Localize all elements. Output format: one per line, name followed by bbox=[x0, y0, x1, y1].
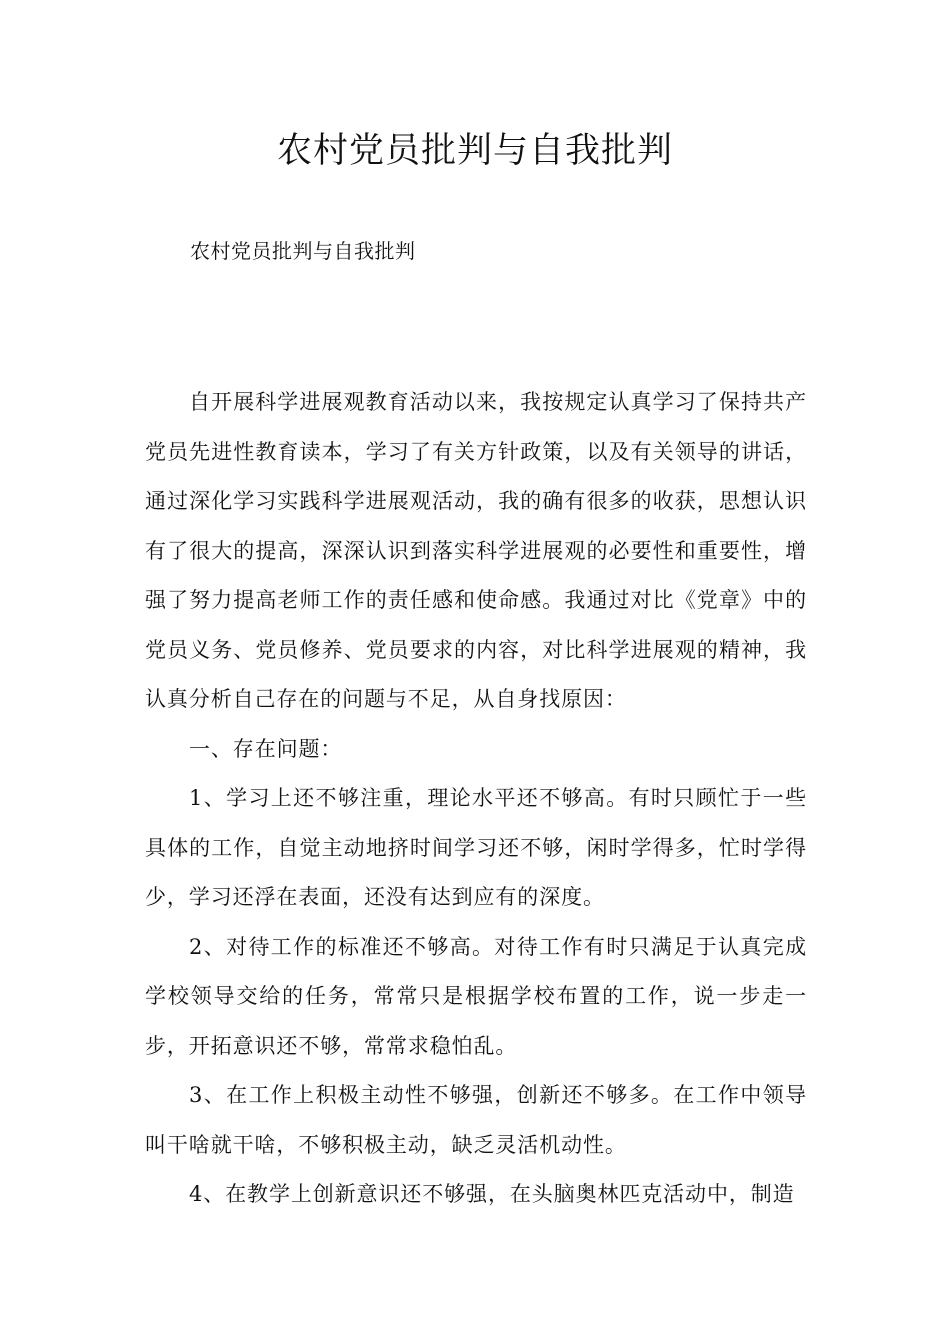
paragraph-item-2: 2、对待工作的标准还不够高。对待工作有时只满足于认真完成学校领导交给的任务，常常只是根据学校布置的工作，说一步走一步，开拓意识还不够，常常求稳怕乱。 bbox=[145, 934, 807, 1058]
document-body bbox=[145, 378, 807, 1220]
paragraph-item-4: 4、在教学上创新意识还不够强，在头脑奥林匹克活动中，制造 bbox=[189, 1182, 795, 1206]
paragraph-item-3: 3、在工作上积极主动性不够强，创新还不够多。在工作中领导叫干啥就干啥，不够积极主动，缺乏灵活机动性。 bbox=[145, 1083, 807, 1157]
paragraph-intro: 自开展科学进展观教育活动以来，我按规定认真学习了保持共产党员先进性教育读本，学习了有关方针政策，以及有关领导的讲话，通过深化学习实践科学进展观活动，我的确有很多的收获，思想认识有了很大的提高，深深认识到落实科学进展观的必要性和重要性，增强了努力提高老师工作的责任感和使命感。我通过对比《党章》中的党员义务、党员修养、党员要求的内容，对比科学进展观的精神，我认真分析自己存在的问题与不足，从自身找原因： bbox=[145, 390, 807, 711]
section-heading-problems: 一、存在问题： bbox=[189, 736, 343, 761]
paragraph-item-1: 1、学习上还不够注重，理论水平还不够高。有时只顾忙于一些具体的工作，自觉主动地挤时间学习还不够，闲时学得多，忙时学得少，学习还浮在表面，还没有达到应有的深度。 bbox=[145, 786, 807, 909]
document-subtitle: 农村党员批判与自我批判 bbox=[190, 239, 416, 263]
document-title: 农村党员批判与自我批判 bbox=[276, 131, 673, 171]
